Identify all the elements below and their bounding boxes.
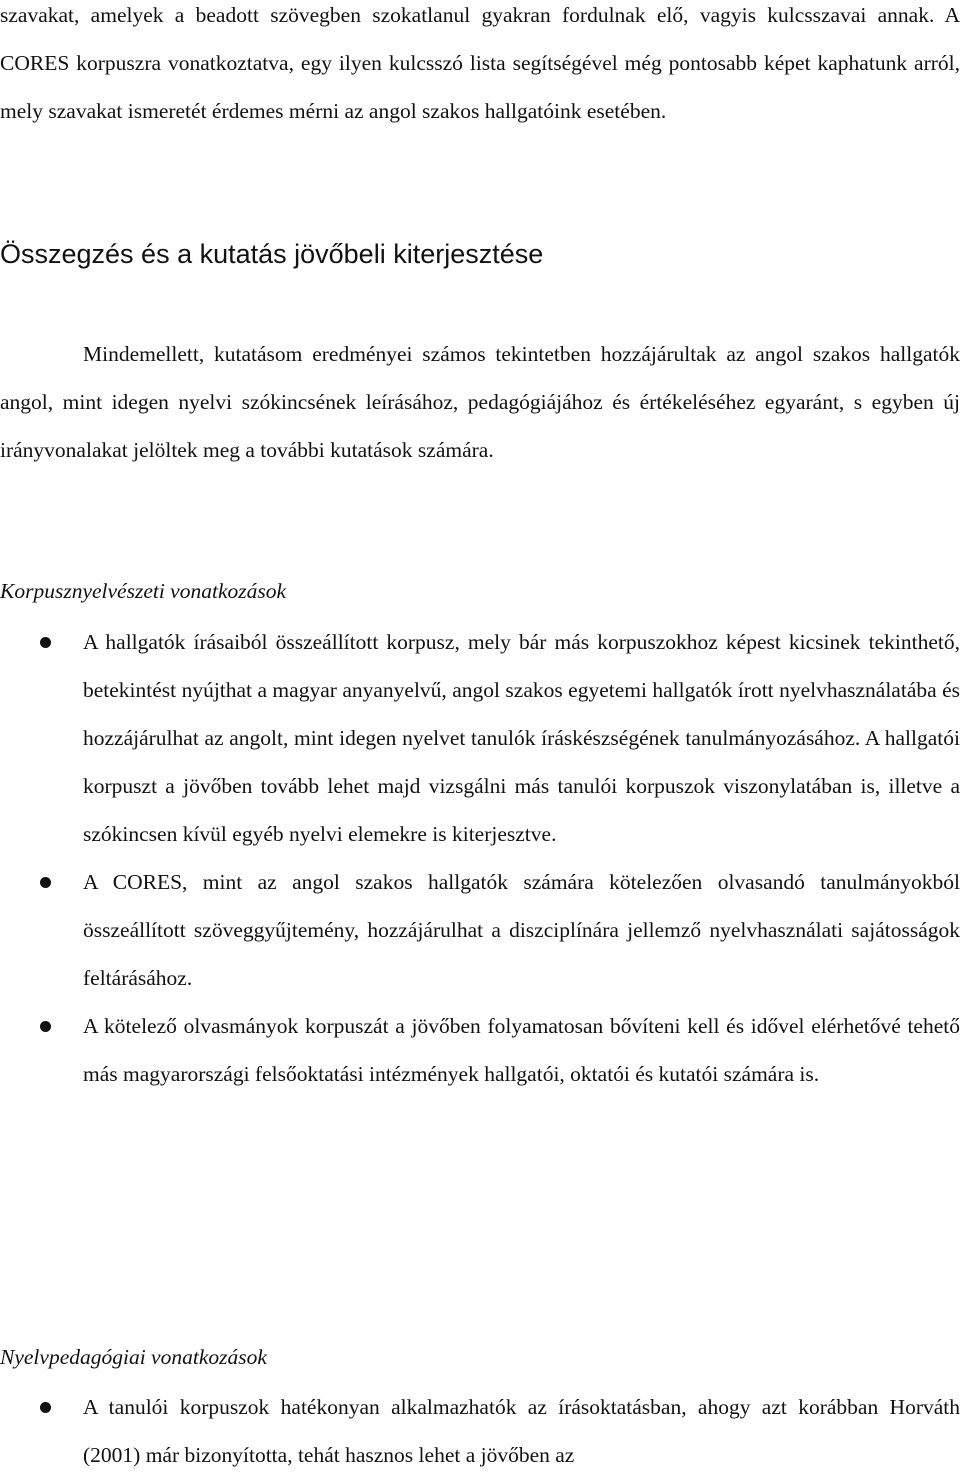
summary-heading: Összegzés és a kutatás jövőbeli kiterjesztése [0, 239, 544, 269]
bullet-icon [40, 637, 51, 648]
list-item-text: A hallgatók írásaiból összeállított korpusz, mely bár más korpuszokhoz képest kicsinek tekinthető, betekintést nyújthat a magyar anyanyelvű, angol szakos egyetemi hallgatók írott nyelvhasználatába és hozzájárulhat az angolt, mint idegen nyelvet tanulók íráskészségének tanulmányozásához. A hallgatói korpuszt a jövőben tovább lehet majd vizsgálni más tanulói korpuszok viszonylatában is, illetve a szókincsen kívül egyéb nyelvi elemekre is kiterjesztve. [83, 630, 960, 846]
list-item [0, 618, 960, 858]
pedagogy-bullet-list [0, 1383, 960, 1479]
list-item [0, 1383, 960, 1479]
corpus-bullet-list [0, 618, 960, 1098]
list-item-text: A tanulói korpuszok hatékonyan alkalmazhatók az írásoktatásban, ahogy azt korábban Horváth (2001) már bizonyította, tehát hasznos lehet a jövőben az [83, 1395, 960, 1467]
pedagogy-section-heading: Nyelvpedagógiai vonatkozások [0, 1345, 267, 1369]
bullet-icon [40, 1021, 51, 1032]
list-item-text: A CORES, mint az angol szakos hallgatók számára kötelezően olvasandó tanulmányokból összeállított szöveggyűjtemény, hozzájárulhat a diszciplínára jellemző nyelvhasználati sajátosságok feltárásához. [83, 870, 960, 990]
list-item [0, 1002, 960, 1098]
intro-paragraph: szavakat, amelyek a beadott szövegben szokatlanul gyakran fordulnak elő, vagyis kulcsszavai annak. A CORES korpuszra vonatkoztatva, egy ilyen kulcsszó lista segítségével még pontosabb képet kaphatunk arról, mely szavakat ismeretét érdemes mérni az angol szakos hallgatóink esetében. [0, 3, 960, 123]
list-item-text: A kötelező olvasmányok korpuszát a jövőben folyamatosan bővíteni kell és idővel elérhetővé tehető más magyarországi felsőoktatási intézmények hallgatói, oktatói és kutatói számára is. [83, 1014, 960, 1086]
list-item [0, 858, 960, 1002]
corpus-section-heading: Korpusznyelvészeti vonatkozások [0, 579, 287, 603]
bullet-icon [40, 877, 51, 888]
bullet-icon [40, 1402, 51, 1413]
summary-paragraph: Mindemellett, kutatásom eredményei számos tekintetben hozzájárultak az angol szakos hallgatók angol, mint idegen nyelvi szókincsének leírásához, pedagógiájához és értékeléséhez egyaránt, s egyben új irányvonalakat jelöltek meg a további kutatások számára. [0, 342, 960, 462]
